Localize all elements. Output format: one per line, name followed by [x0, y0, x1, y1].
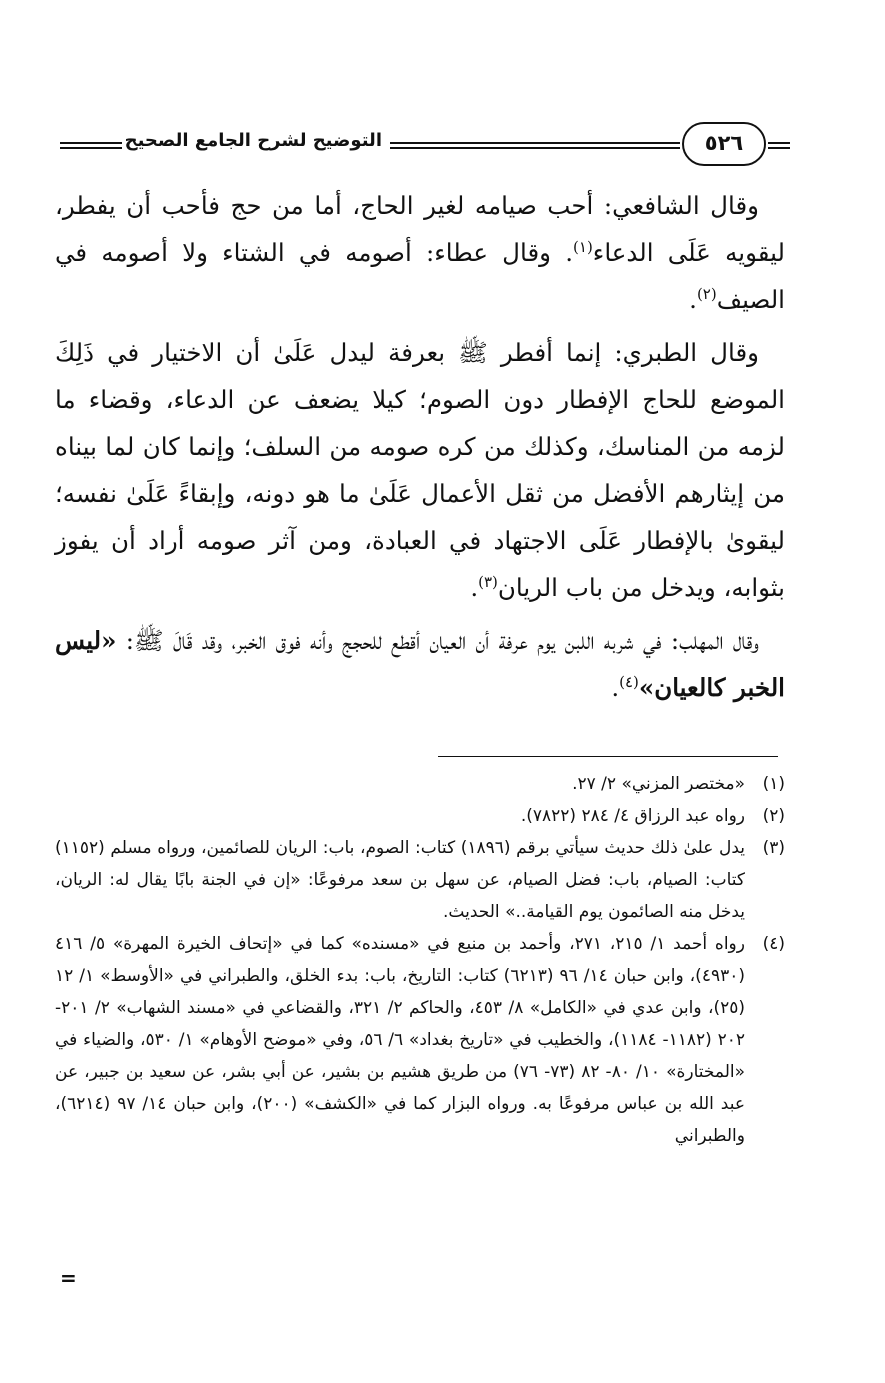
paragraph-text: وقال المهلب: في شربه اللبن يوم عرفة أن العيان أقطع للحجج وأنه فوق الخبر، وقد قَالَ ﷺ: — [116, 626, 759, 655]
running-title: التوضيح لشرح الجامع الصحيح — [124, 130, 382, 151]
continuation-mark: = — [60, 1266, 77, 1290]
footnote-number: (١) — [762, 774, 785, 794]
footnote-ref-4[interactable]: (٤) — [619, 672, 639, 691]
footnote-1 — [55, 768, 785, 800]
footnote-2 — [55, 800, 785, 832]
paragraph-muhallab — [55, 617, 785, 711]
paragraph-text: . — [470, 573, 479, 602]
header-rule-middle — [390, 142, 680, 149]
footnote-separator — [438, 756, 778, 757]
footnote-ref-2[interactable]: (٢) — [696, 284, 717, 303]
header-rule-left — [60, 142, 122, 149]
hadith-quote: «ليس الخبر كالعيان» — [55, 626, 785, 702]
footnote-3 — [55, 832, 785, 928]
paragraph-text: وقال الشافعي: أحب صيامه لغير الحاج، أما من حج فأحب أن يفطر، ليقويه عَلَى الدعاء — [55, 191, 786, 267]
footnote-4 — [55, 928, 785, 1152]
footnote-text: «مختصر المزني» ٢/ ٢٧. — [572, 774, 745, 794]
footnotes — [55, 768, 785, 1152]
paragraph-text: وقال الطبري: إنما أفطر ﷺ بعرفة ليدل عَلَىٰ أن الاختيار في ذَلِكَ الموضع للحاج الإفطار دون الصوم؛ كيلا يضعف عن الدعاء، وقضاء ما لزمه من المناسك، وكذلك من كره صومه من السلف؛ وإنما كان لما بيناه من إيثارهم الأفضل من ثقل الأعمال عَلَىٰ ما هو دونه، وإبقاءً عَلَىٰ نفسه؛ ليقوىٰ بالإفطار عَلَى الاجتهاد في العبادة، ومن آثر صومه أراد أن يفوز بثوابه، ويدخل من باب الريان — [55, 338, 785, 602]
header-rule-right — [768, 142, 790, 149]
footnote-number: (٤) — [762, 934, 785, 954]
footnote-ref-1[interactable]: (١) — [573, 237, 593, 256]
footnote-text: يدل علىٰ ذلك حديث سيأتي برقم (١٨٩٦) كتاب: الصوم، باب: الريان للصائمين، ورواه مسلم (١١٥٢) كتاب: الصيام، باب: فضل الصيام، عن سهل بن سعد مرفوعًا: «إن في الجنة بابًا يقال له: الريان، يدخل منه الصائمون يوم القيامة..» الحديث. — [55, 838, 745, 922]
footnote-number: (٣) — [762, 838, 785, 858]
main-text — [55, 182, 785, 717]
footnote-ref-3[interactable]: (٣) — [478, 572, 498, 591]
paragraph-tabari — [55, 329, 785, 611]
footnote-text: رواه عبد الرزاق ٤/ ٢٨٤ (٧٨٢٢). — [520, 806, 745, 826]
page-header — [60, 122, 790, 168]
paragraph-text: . — [689, 285, 697, 314]
footnote-number: (٢) — [762, 806, 785, 826]
paragraph-text: . — [611, 673, 620, 702]
page-number: ٥٢٦ — [682, 122, 766, 166]
footnote-text: رواه أحمد ١/ ٢١٥، ٢٧١، وأحمد بن منيع في «مسنده» كما في «إتحاف الخيرة المهرة» ٥/ ٤١٦ (٤٩٣٠)، وابن حبان ١٤/ ٩٦ (٦٢١٣) كتاب: التاريخ، باب: بدء الخلق، والطبراني في «الأوسط» ١/ ١٢ (٢٥)، وابن عدي في «الكامل» ٨/ ٤٥٣، والحاكم ٢/ ٣٢١، والقضاعي في «مسند الشهاب» ٢/ ٢٠١- ٢٠٢ (١١٨٢- ١١٨٤)، والخطيب في «تاريخ بغداد» ٦/ ٥٦، وفي «موضح الأوهام» ١/ ٥٣٠، والضياء في «المختارة» ١٠/ ٨٠- ٨٢ (٧٣- ٧٦) من طريق هشيم بن بشير، عن أبي بشر، عن سعيد بن جبير، عن عبد الله بن عباس مرفوعًا به. ورواه البزار كما في «الكشف» (٢٠٠)، وابن حبان ١٤/ ٩٧ (٦٢١٤)، والطبراني — [55, 934, 746, 1146]
paragraph-text: . وقال عطاء: أصومه في الشتاء ولا أصومه في الصيف — [55, 238, 785, 314]
paragraph-shafii — [55, 182, 785, 323]
